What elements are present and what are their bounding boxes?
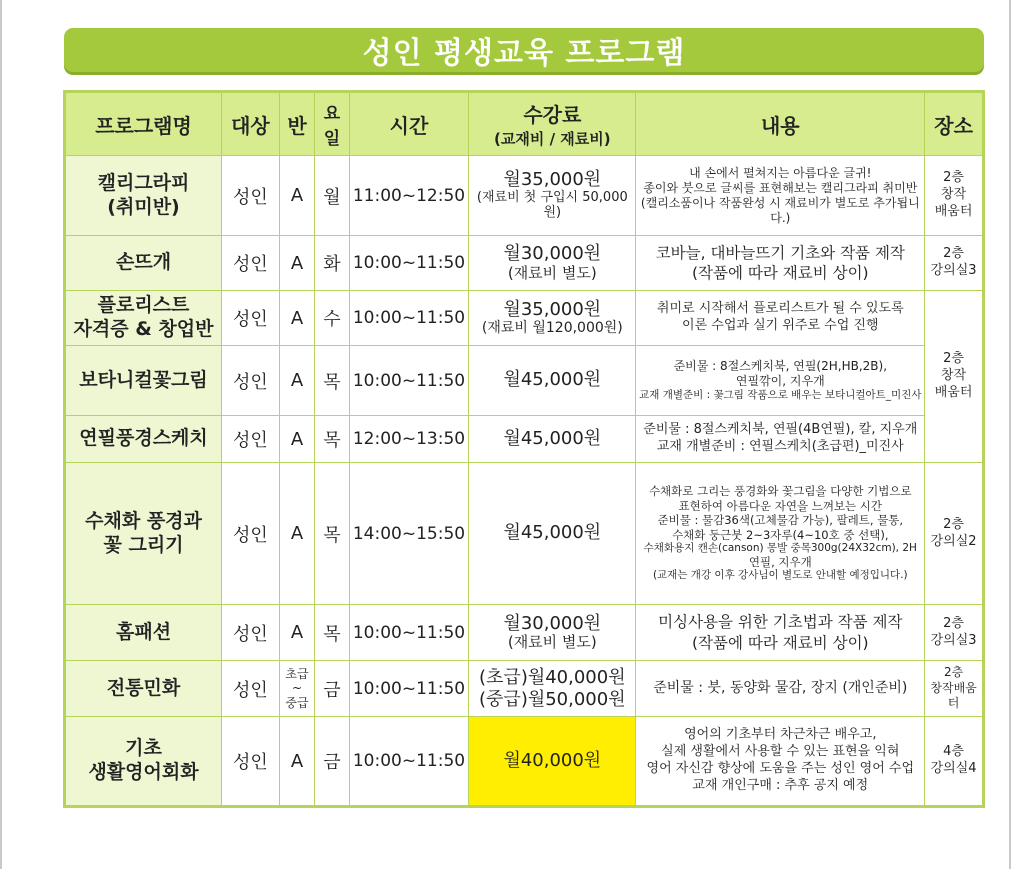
header-time: 시간 bbox=[349, 92, 469, 156]
time-cell: 10:00~11:50 bbox=[349, 346, 469, 416]
time-cell: 10:00~11:50 bbox=[349, 717, 469, 807]
class-cell: A bbox=[279, 156, 314, 236]
header-content: 내용 bbox=[636, 92, 925, 156]
place-cell: 2층 강의실3 bbox=[925, 605, 984, 661]
program-name: 전통민화 bbox=[65, 661, 222, 717]
title-banner bbox=[64, 28, 984, 72]
header-target: 대상 bbox=[222, 92, 280, 156]
header-fee-label: 수강료 bbox=[523, 103, 582, 127]
fee-cell: (초급)월40,000원 (중급)월50,000원 bbox=[469, 661, 636, 717]
place-cell: 2층 강의실2 bbox=[925, 463, 984, 605]
fee-cell: 월35,000원 (재료비 월120,000원) bbox=[469, 291, 636, 346]
content-cell: 준비물 : 붓, 동양화 물감, 장지 (개인준비) bbox=[636, 661, 925, 717]
header-place: 장소 bbox=[925, 92, 984, 156]
fee-cell: 월30,000원 (재료비 별도) bbox=[469, 605, 636, 661]
fee-cell: 월45,000원 bbox=[469, 416, 636, 463]
time-cell: 10:00~11:50 bbox=[349, 236, 469, 291]
header-class: 반 bbox=[279, 92, 314, 156]
table-row bbox=[65, 156, 984, 236]
day-cell: 목 bbox=[315, 605, 349, 661]
class-cell: A bbox=[279, 717, 314, 807]
day-cell: 목 bbox=[315, 463, 349, 605]
day-cell: 금 bbox=[315, 661, 349, 717]
table-row bbox=[65, 463, 984, 605]
program-table bbox=[63, 90, 985, 808]
class-cell: A bbox=[279, 416, 314, 463]
fee-cell: 월45,000원 bbox=[469, 346, 636, 416]
content-cell: 준비물 : 8절스케치북, 연필(4B연필), 칼, 지우개 교재 개별준비 : 연필스케치(초급편)_미진사 bbox=[636, 416, 925, 463]
content-cell: 수채화로 그리는 풍경화와 꽃그림을 다양한 기법으로 표현하여 아름다운 자연을 느껴보는 시간 준비물 : 물감36색(고체물감 가능), 팔레트, 물통, 수채화 둥근붓 2~3자루(4~10호 중 선택), 수채화용지 캔손(canson) 몽발 중목300g(24X32cm), 2H 연필, 지우개 (교재는 개강 이후 강사님이 별도로 안내할 예정입니다.) bbox=[636, 463, 925, 605]
program-name: 캘리그라피 (취미반) bbox=[65, 156, 222, 236]
page-title: 성인 평생교육 프로그램 bbox=[362, 36, 686, 71]
fee-cell: 월45,000원 bbox=[469, 463, 636, 605]
target-cell: 성인 bbox=[222, 717, 280, 807]
table-row bbox=[65, 291, 984, 346]
class-cell: A bbox=[279, 236, 314, 291]
header-fee bbox=[469, 92, 636, 156]
place-cell: 2층 강의실3 bbox=[925, 236, 984, 291]
program-name: 기초 생활영어회화 bbox=[65, 717, 222, 807]
table-row bbox=[65, 416, 984, 463]
table-row bbox=[65, 346, 984, 416]
program-name: 플로리스트 자격증 & 창업반 bbox=[65, 291, 222, 346]
class-cell: A bbox=[279, 291, 314, 346]
class-cell: A bbox=[279, 463, 314, 605]
table-row bbox=[65, 605, 984, 661]
table-row bbox=[65, 661, 984, 717]
target-cell: 성인 bbox=[222, 291, 280, 346]
content-cell: 코바늘, 대바늘뜨기 기초와 작품 제작 (작품에 따라 재료비 상이) bbox=[636, 236, 925, 291]
class-cell: 초급~ 중급 bbox=[279, 661, 314, 717]
place-cell: 2층 창작 배움터 bbox=[925, 156, 984, 236]
target-cell: 성인 bbox=[222, 661, 280, 717]
target-cell: 성인 bbox=[222, 605, 280, 661]
fee-cell: 월35,000원 (재료비 첫 구입시 50,000원) bbox=[469, 156, 636, 236]
time-cell: 14:00~15:50 bbox=[349, 463, 469, 605]
time-cell: 10:00~11:50 bbox=[349, 291, 469, 346]
header-row bbox=[65, 92, 984, 156]
day-cell: 목 bbox=[315, 346, 349, 416]
table-row bbox=[65, 236, 984, 291]
program-name: 손뜨개 bbox=[65, 236, 222, 291]
header-fee-sub: (교재비 / 재료비) bbox=[494, 130, 611, 148]
day-cell: 월 bbox=[315, 156, 349, 236]
time-cell: 10:00~11:50 bbox=[349, 605, 469, 661]
program-name: 연필풍경스케치 bbox=[65, 416, 222, 463]
day-cell: 화 bbox=[315, 236, 349, 291]
day-cell: 금 bbox=[315, 717, 349, 807]
target-cell: 성인 bbox=[222, 156, 280, 236]
fee-cell: 월30,000원 (재료비 별도) bbox=[469, 236, 636, 291]
table-row bbox=[65, 717, 984, 807]
header-name: 프로그램명 bbox=[65, 92, 222, 156]
place-cell: 2층 창작 배움터 bbox=[925, 291, 984, 463]
target-cell: 성인 bbox=[222, 463, 280, 605]
program-name: 홈패션 bbox=[65, 605, 222, 661]
content-cell: 취미로 시작해서 플로리스트가 될 수 있도록 이론 수업과 실기 위주로 수업 진행 bbox=[636, 291, 925, 346]
place-cell: 2층 창작배움터 bbox=[925, 661, 984, 717]
class-cell: A bbox=[279, 346, 314, 416]
place-cell: 4층 강의실4 bbox=[925, 717, 984, 807]
time-cell: 11:00~12:50 bbox=[349, 156, 469, 236]
target-cell: 성인 bbox=[222, 346, 280, 416]
target-cell: 성인 bbox=[222, 236, 280, 291]
header-day: 요일 bbox=[315, 92, 349, 156]
day-cell: 목 bbox=[315, 416, 349, 463]
content-cell: 미싱사용을 위한 기초법과 작품 제작 (작품에 따라 재료비 상이) bbox=[636, 605, 925, 661]
time-cell: 12:00~13:50 bbox=[349, 416, 469, 463]
class-cell: A bbox=[279, 605, 314, 661]
content-cell: 내 손에서 펼쳐지는 아름다운 글귀! 종이와 붓으로 글씨를 표현해보는 캘리그라피 취미반 (캘리소품이나 작품완성 시 재료비가 별도로 추가됩니다.) bbox=[636, 156, 925, 236]
target-cell: 성인 bbox=[222, 416, 280, 463]
content-cell: 영어의 기초부터 차근차근 배우고, 실제 생활에서 사용할 수 있는 표현을 익혀 영어 자신감 향상에 도움을 주는 성인 영어 수업 교재 개인구매 : 추후 공지 예정 bbox=[636, 717, 925, 807]
time-cell: 10:00~11:50 bbox=[349, 661, 469, 717]
fee-cell: 월40,000원 bbox=[469, 717, 636, 807]
program-name: 보타니컬꽃그림 bbox=[65, 346, 222, 416]
program-name: 수채화 풍경과 꽃 그리기 bbox=[65, 463, 222, 605]
day-cell: 수 bbox=[315, 291, 349, 346]
content-cell: 준비물 : 8절스케치북, 연필(2H,HB,2B), 연필깎이, 지우개 교재 개별준비 : 꽃그림 작품으로 배우는 보타니컬아트_미진사 bbox=[636, 346, 925, 416]
